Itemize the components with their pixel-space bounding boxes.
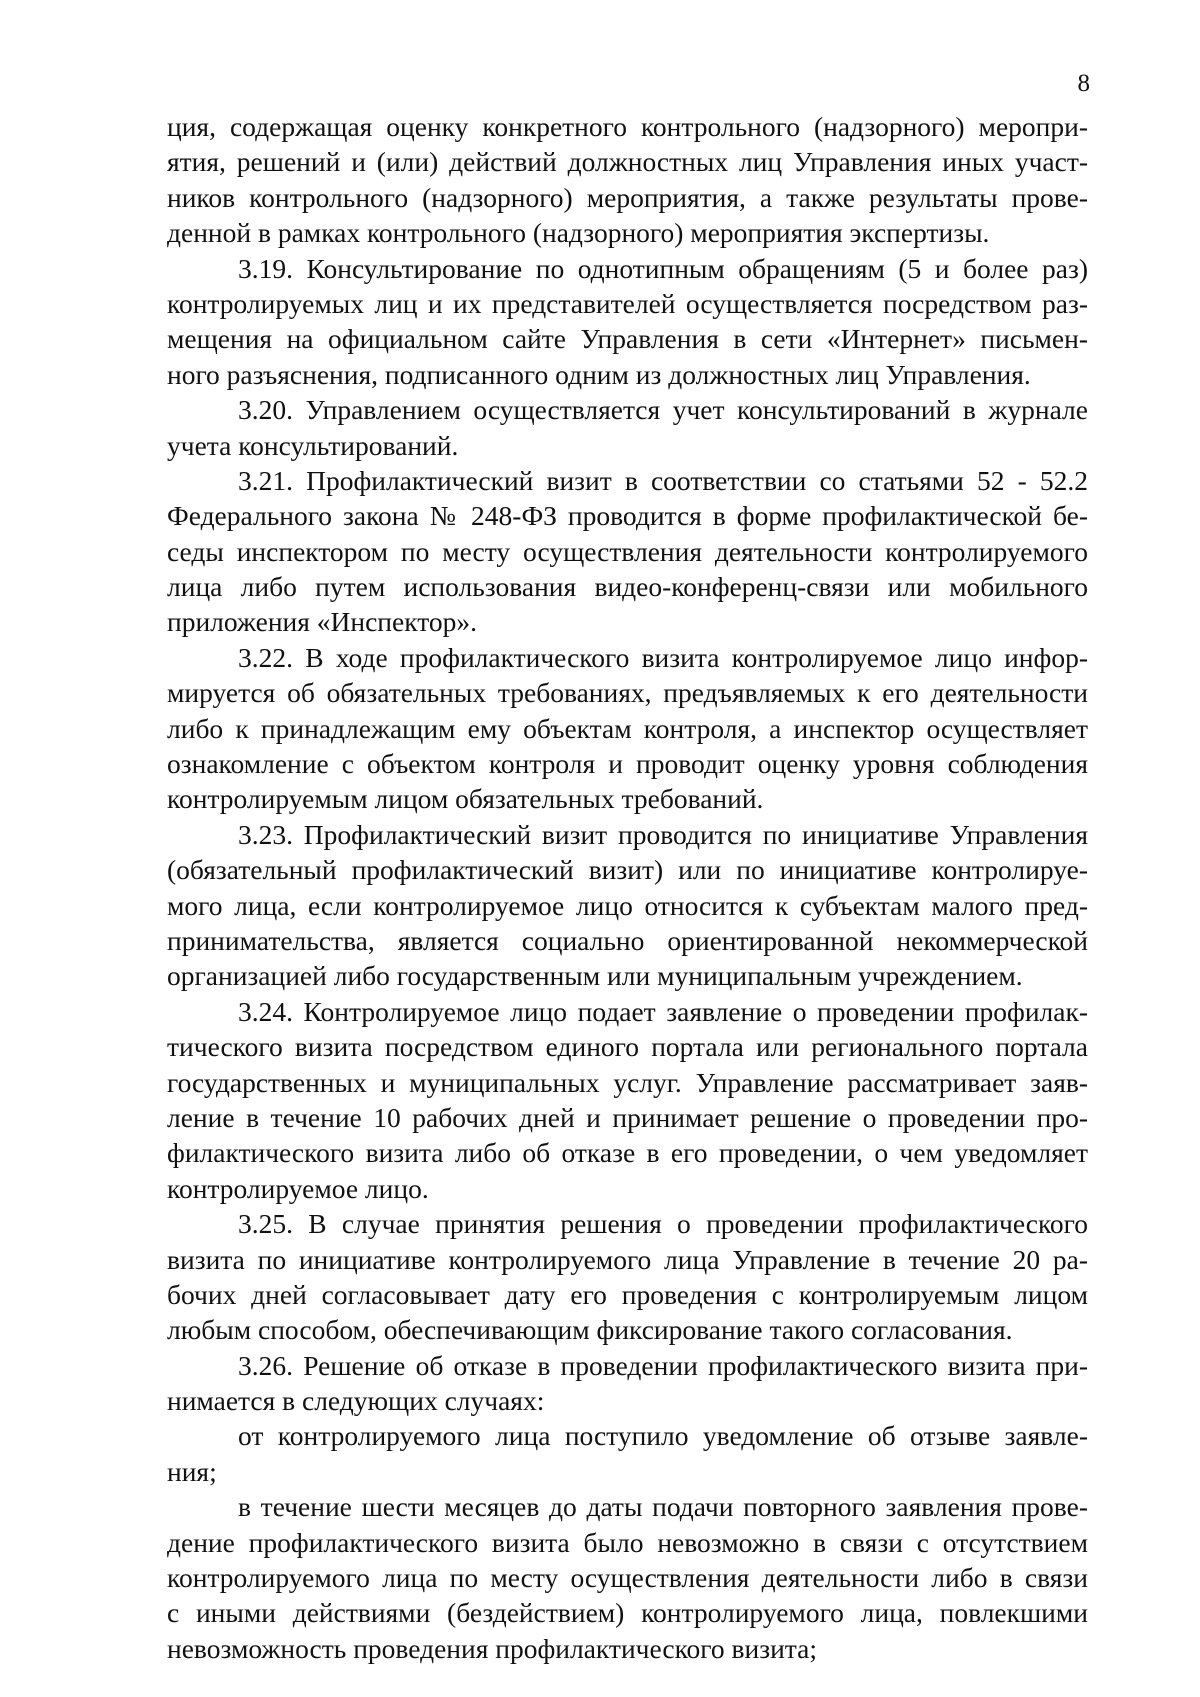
text-line: (обязательный профилактический визит) или по инициативе контролируе- bbox=[167, 854, 1088, 886]
text-line: 3.19. Консультирование по однотипным обращениям (5 и более раз) bbox=[238, 252, 1088, 284]
text-line: контролируемого лица по месту осуществления деятельности либо в связи bbox=[167, 1562, 1088, 1594]
text-line: невозможность проведения профилактического визита; bbox=[167, 1632, 817, 1664]
page-number: 8 bbox=[1077, 70, 1090, 97]
text-line: филактического визита либо об отказе в его проведении, о чем уведомляет bbox=[167, 1137, 1088, 1169]
text-line: дение профилактического визита было невозможно в связи с отсутствием bbox=[167, 1526, 1088, 1558]
text-line: в течение шести месяцев до даты подачи повторного заявления прове- bbox=[238, 1491, 1088, 1523]
text-line: Федерального закона № 248-ФЗ проводится в форме профилактической бе- bbox=[167, 500, 1088, 532]
text-line: 3.20. Управлением осуществляется учет консультирований в журнале bbox=[238, 394, 1088, 426]
text-line: с иными действиями (бездействием) контролируемого лица, повлекшими bbox=[167, 1597, 1088, 1629]
text-line: государственных и муниципальных услуг. Управление рассматривает заяв- bbox=[167, 1066, 1088, 1098]
text-line: учета консультирований. bbox=[167, 429, 459, 461]
text-line: мого лица, если контролируемое лицо относится к субъектам малого пред- bbox=[167, 889, 1088, 921]
text-line: лица либо путем использования видео-конференц-связи или мобильного bbox=[167, 571, 1088, 603]
text-line: либо к принадлежащим ему объектам контроля, а инспектор осуществляет bbox=[167, 712, 1088, 744]
text-line: контролируемым лицом обязательных требований. bbox=[167, 783, 764, 815]
text-line: ление в течение 10 рабочих дней и принимает решение о проведении про- bbox=[167, 1101, 1088, 1133]
text-line: 3.26. Решение об отказе в проведении профилактического визита при- bbox=[238, 1349, 1088, 1381]
text-line: седы инспектором по месту осуществления деятельности контролируемого bbox=[167, 535, 1088, 567]
text-line: любым способом, обеспечивающим фиксирование такого согласования. bbox=[167, 1314, 1013, 1346]
text-line: контролируемое лицо. bbox=[167, 1172, 429, 1204]
text-line: мируется об обязательных требованиях, предъявляемых к его деятельности bbox=[167, 677, 1088, 709]
text-line: мещения на официальном сайте Управления в сети «Интернет» письмен- bbox=[167, 323, 1088, 355]
text-line: приложения «Инспектор». bbox=[167, 606, 478, 638]
text-line: принимательства, является социально ориентированной некоммерческой bbox=[167, 924, 1088, 956]
text-line: ния; bbox=[167, 1455, 217, 1487]
text-line: организацией либо государственным или муниципальным учреждением. bbox=[167, 960, 1023, 992]
text-line: денной в рамках контрольного (надзорного) мероприятия экспертизы. bbox=[167, 217, 990, 249]
text-line: ного разъяснения, подписанного одним из должностных лиц Управления. bbox=[167, 358, 1031, 390]
text-line: ников контрольного (надзорного) мероприятия, а также результаты прове- bbox=[167, 181, 1088, 213]
text-line: бочих дней согласовывает дату его проведения с контролируемым лицом bbox=[167, 1278, 1088, 1310]
text-line: нимается в следующих случаях: bbox=[167, 1385, 545, 1417]
text-line: контролируемых лиц и их представителей осуществляется посредством раз- bbox=[167, 287, 1088, 319]
text-line: тического визита посредством единого портала или регионального портала bbox=[167, 1031, 1088, 1063]
text-line: визита по инициативе контролируемого лица Управление в течение 20 ра- bbox=[167, 1243, 1088, 1275]
text-line: ятия, решений и (или) действий должностных лиц Управления иных участ- bbox=[167, 146, 1088, 178]
text-line: ция, содержащая оценку конкретного контрольного (надзорного) меропри- bbox=[167, 111, 1088, 142]
text-line: 3.25. В случае принятия решения о проведении профилактического bbox=[238, 1208, 1088, 1240]
text-line: 3.21. Профилактический визит в соответствии со статьями 52 - 52.2 bbox=[238, 464, 1088, 496]
text-line: 3.23. Профилактический визит проводится по инициативе Управления bbox=[238, 818, 1088, 850]
text-line: ознакомление с объектом контроля и проводит оценку уровня соблюдения bbox=[167, 748, 1088, 780]
text-line: 3.24. Контролируемое лицо подает заявление о проведении профилак- bbox=[238, 995, 1088, 1027]
document-body bbox=[167, 109, 1088, 1666]
text-line: от контролируемого лица поступило уведомление об отзыве заявле- bbox=[238, 1420, 1088, 1452]
text-line: 3.22. В ходе профилактического визита контролируемое лицо инфор- bbox=[238, 641, 1088, 673]
